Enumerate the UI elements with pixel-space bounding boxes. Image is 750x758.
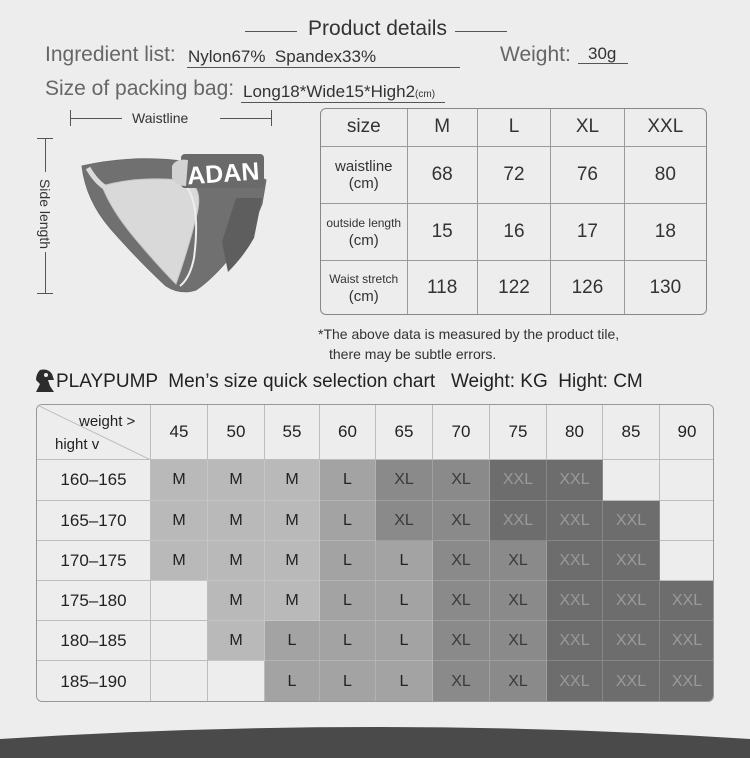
size-cell: L — [320, 621, 376, 661]
table-cell: 18 — [624, 203, 706, 260]
ingredient-label: Ingredient list: — [45, 43, 176, 66]
size-cell: XXL — [660, 581, 714, 621]
weight-header-85: 85 — [603, 405, 660, 460]
table-cell: 15 — [407, 203, 477, 260]
size-cell: XXL — [547, 621, 603, 661]
size-cell: XL — [490, 541, 547, 581]
size-table-row-outside-length — [321, 203, 706, 260]
corner-hight-label: hight v — [55, 436, 100, 453]
size-cell: XXL — [603, 661, 660, 702]
size-cell — [208, 661, 265, 702]
title-line-right — [455, 31, 507, 32]
table-cell: 17 — [551, 203, 624, 260]
weight-header-60: 60 — [320, 405, 376, 460]
size-cell: M — [265, 541, 320, 581]
size-cell: L — [320, 661, 376, 702]
size-header-xl: XL — [551, 109, 624, 146]
weight-value: 30g — [588, 44, 617, 63]
size-cell — [603, 460, 660, 501]
weight-header-50: 50 — [208, 405, 265, 460]
size-cell: L — [376, 621, 433, 661]
measurement-note-line2: there may be subtle errors. — [329, 346, 497, 362]
weight-header-70: 70 — [433, 405, 490, 460]
size-cell: L — [376, 581, 433, 621]
ingredient-underline — [187, 67, 460, 68]
chart-corner-cell — [37, 405, 151, 460]
weight-header-55: 55 — [265, 405, 320, 460]
hight-row-label: 185–190 — [37, 661, 151, 702]
size-cell: XXL — [547, 581, 603, 621]
row-label-waist-stretch: Waist stretch (cm) — [321, 260, 407, 315]
product-details-title: Product details — [308, 17, 447, 40]
size-cell: M — [265, 581, 320, 621]
bottom-wave-decoration — [0, 725, 750, 758]
table-cell: 122 — [477, 260, 550, 315]
quick-chart-heading: PLAYPUMP Men’s size quick selection chart Weight: KG Hight: CM — [56, 371, 643, 392]
size-cell: XL — [490, 581, 547, 621]
weight-header-90: 90 — [660, 405, 714, 460]
size-cell: XL — [433, 661, 490, 702]
size-cell: XXL — [603, 581, 660, 621]
size-table-row-waistline — [321, 146, 706, 203]
size-cell: XXL — [547, 460, 603, 501]
size-cell: M — [265, 501, 320, 541]
table-cell: 130 — [624, 260, 706, 315]
packing-dimensions: Long18*Wide15*High2 — [243, 82, 416, 101]
size-cell: L — [320, 501, 376, 541]
table-cell: 80 — [624, 146, 706, 203]
size-cell — [660, 501, 714, 541]
row-label-waistline: waistline (cm) — [321, 146, 407, 203]
weight-underline — [578, 63, 628, 64]
size-cell — [151, 581, 208, 621]
title-line-left — [245, 31, 297, 32]
size-cell: XL — [376, 501, 433, 541]
size-cell: M — [208, 501, 265, 541]
table-cell: 72 — [477, 146, 550, 203]
hight-row-label: 170–175 — [37, 541, 151, 581]
corner-weight-label: weight > — [79, 413, 136, 430]
size-cell — [660, 460, 714, 501]
size-cell — [151, 621, 208, 661]
size-cell: XXL — [547, 661, 603, 702]
size-cell: L — [320, 581, 376, 621]
size-quick-selection-chart — [36, 404, 714, 702]
briefs-illustration — [76, 138, 276, 298]
size-cell: XL — [490, 661, 547, 702]
weight-header-65: 65 — [376, 405, 433, 460]
size-table-row-waist-stretch — [321, 260, 706, 315]
weight-header-80: 80 — [547, 405, 603, 460]
size-cell: M — [151, 501, 208, 541]
row-label-outside-length: outside length (cm) — [321, 203, 407, 260]
size-cell: M — [208, 460, 265, 501]
size-cell: XXL — [603, 621, 660, 661]
brand-logo-text: ADAN — [186, 157, 261, 191]
size-header-l: L — [477, 109, 550, 146]
size-cell: L — [265, 661, 320, 702]
table-cell: 16 — [477, 203, 550, 260]
table-cell: 68 — [407, 146, 477, 203]
size-cell: M — [208, 621, 265, 661]
waistline-measure — [70, 110, 272, 126]
size-header-xxl: XXL — [624, 109, 706, 146]
size-table — [320, 108, 707, 315]
size-cell: M — [151, 460, 208, 501]
weight-header-75: 75 — [490, 405, 547, 460]
weight-header-45: 45 — [151, 405, 208, 460]
table-cell: 76 — [551, 146, 624, 203]
hight-row-label: 175–180 — [37, 581, 151, 621]
waistline-label: Waistline — [132, 110, 189, 126]
size-header-label: size — [321, 109, 407, 146]
measurement-note-line1: *The above data is measured by the product tile, — [318, 326, 620, 342]
size-cell: XXL — [603, 541, 660, 581]
packing-unit: (cm) — [415, 89, 436, 100]
side-length-label: Side length — [37, 178, 53, 250]
size-cell — [151, 661, 208, 702]
size-header-m: M — [407, 109, 477, 146]
size-cell: L — [376, 541, 433, 581]
size-cell: XL — [433, 501, 490, 541]
ingredient-value: Nylon67% Spandex33% — [188, 47, 377, 66]
packing-underline — [241, 102, 445, 103]
packing-label: Size of packing bag: — [45, 77, 235, 100]
size-cell: XL — [433, 541, 490, 581]
size-cell: XXL — [490, 460, 547, 501]
size-cell: XXL — [660, 661, 714, 702]
size-cell: XL — [433, 460, 490, 501]
size-cell: M — [208, 581, 265, 621]
playpump-logo-icon — [34, 368, 56, 394]
size-cell: M — [208, 541, 265, 581]
size-table-header-row — [321, 109, 706, 146]
size-cell: M — [265, 460, 320, 501]
hight-row-label: 180–185 — [37, 621, 151, 661]
size-cell: XL — [376, 460, 433, 501]
size-cell: L — [320, 541, 376, 581]
size-cell: XL — [433, 581, 490, 621]
size-cell: XL — [433, 621, 490, 661]
size-cell: XXL — [660, 621, 714, 661]
hight-row-label: 165–170 — [37, 501, 151, 541]
hight-row-label: 160–165 — [37, 460, 151, 501]
packing-value — [243, 82, 435, 102]
weight-label: Weight: — [500, 43, 571, 66]
side-length-measure — [37, 138, 53, 294]
size-cell: L — [320, 460, 376, 501]
size-cell: XL — [490, 621, 547, 661]
size-cell: XXL — [603, 501, 660, 541]
size-cell: L — [265, 621, 320, 661]
size-cell — [660, 541, 714, 581]
table-cell: 118 — [407, 260, 477, 315]
size-cell: XXL — [490, 501, 547, 541]
size-cell: XXL — [547, 501, 603, 541]
size-cell: M — [151, 541, 208, 581]
size-cell: XXL — [547, 541, 603, 581]
size-cell: L — [376, 661, 433, 702]
table-cell: 126 — [551, 260, 624, 315]
